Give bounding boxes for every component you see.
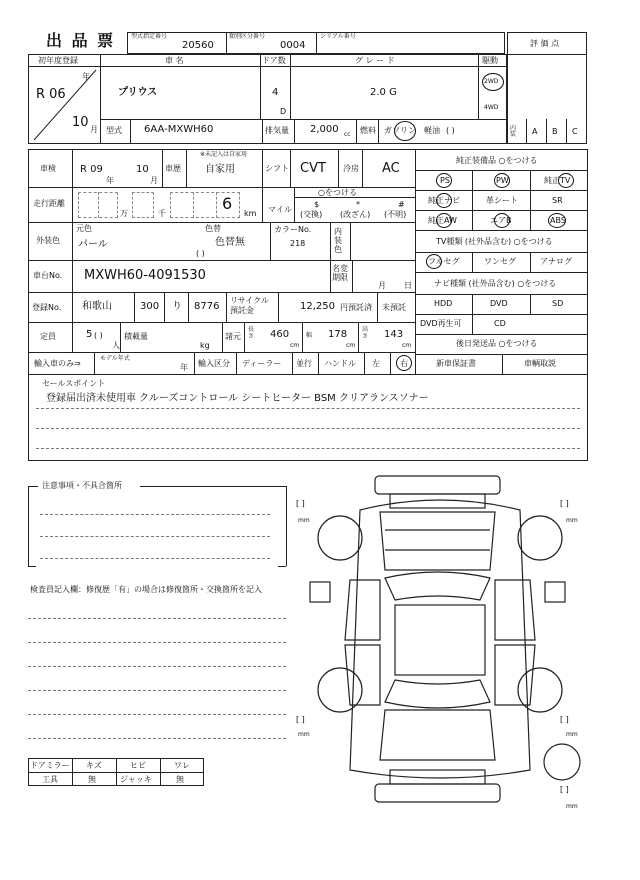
navi-cd: CD xyxy=(494,319,506,328)
chassis-number: MXWH60-4091530 xyxy=(84,268,206,283)
equipment-title: 純正装備品 ○をつける xyxy=(456,156,538,165)
later-shipping-title: 後日発送品 ○をつける xyxy=(456,339,538,348)
import-only-label: 輸入車のみ⇒ xyxy=(34,359,81,368)
original-color: パール xyxy=(78,239,108,250)
interior-color-label: 内装色 xyxy=(334,227,342,254)
car-name: プリウス xyxy=(118,87,158,98)
car-name-label: 車 名 xyxy=(165,56,184,65)
doors-value: 4 xyxy=(272,87,279,98)
import-type-label: 輸入区分 xyxy=(198,359,230,368)
first-reg-month: 10 xyxy=(72,115,89,130)
tv-analog: アナログ xyxy=(540,257,572,266)
new-car-warranty: 新車保証書 xyxy=(436,359,476,368)
rating-label: 評 価 点 xyxy=(530,39,560,48)
import-parallel: 並行 xyxy=(296,359,312,368)
drive-2wd: 2WD xyxy=(484,78,499,85)
navi-hdd: HDD xyxy=(434,299,453,308)
grade-value: 2.0 G xyxy=(370,87,397,98)
dvd-playable: DVD再生可 xyxy=(420,319,462,328)
capacity-label: 定員 xyxy=(40,332,56,341)
tv-type-title: TV種類 (社外品含む) ○をつける xyxy=(436,237,553,246)
capacity-value: 5 xyxy=(86,329,93,340)
recycle-amount: 12,250 xyxy=(300,301,335,312)
registration-kana: り xyxy=(172,301,182,312)
history-value: 自家用 xyxy=(205,164,235,175)
fuel-label: 燃料 xyxy=(360,126,376,135)
handle-right: 右 xyxy=(400,359,408,368)
navi-dvd: DVD xyxy=(490,299,508,308)
equip-navi: 純正ナビ xyxy=(428,196,460,205)
color-change: 色替無 xyxy=(215,237,245,248)
model-value: 6AA-MXWH60 xyxy=(144,124,214,135)
cooler-value: AC xyxy=(382,161,400,176)
equip-airbag: エアB xyxy=(490,216,512,225)
vehicle-manual: 車輌取説 xyxy=(524,359,556,368)
displacement-value: 2,000 xyxy=(310,124,339,135)
exchange-option: (交換) xyxy=(300,210,323,219)
shift-label: シフト xyxy=(265,164,289,173)
registration-class: 300 xyxy=(140,301,160,312)
type-number-label: 型式指定番号 xyxy=(131,33,168,40)
notes-label: 注意事項・不具合箇所 xyxy=(42,481,122,490)
load-label: 積載量 xyxy=(124,332,148,341)
navi-type-title: ナビ種類 (社外品含む) ○をつける xyxy=(434,279,557,288)
car-damage-diagram[interactable] xyxy=(290,470,610,810)
width-value: 178 xyxy=(328,329,348,340)
page-title: 出 品 票 xyxy=(46,31,116,50)
inspect-era: R 09 xyxy=(80,164,103,175)
color-label: 外装色 xyxy=(36,236,60,245)
type-number-value: 20560 xyxy=(182,40,214,51)
import-dealer: ディーラー xyxy=(242,359,282,368)
registration-number: 8776 xyxy=(194,301,220,312)
serial-number-label: シリアル番号 xyxy=(320,33,356,40)
displacement-label: 排気量 xyxy=(265,126,289,135)
equip-abs: ABS xyxy=(550,216,566,225)
inspect-label: 車検 xyxy=(40,164,56,173)
unknown-option: (不明) xyxy=(384,210,407,219)
sales-point-label: セールスポイント xyxy=(42,379,106,388)
drive-label: 駆動 xyxy=(482,56,498,65)
model-label: 型式 xyxy=(106,126,122,135)
handle-label: ハンドル xyxy=(324,359,356,368)
inspector-notes-label: 検査員記入欄：修復歴「有」の場合は修復箇所・交換箇所を記入 xyxy=(30,585,262,594)
drive-4wd: 4WD xyxy=(484,104,499,111)
fuel-gas: ガソリン xyxy=(384,126,416,135)
cooler-label: 冷房 xyxy=(343,164,359,173)
length-value: 460 xyxy=(270,329,290,340)
mileage-value: 6 xyxy=(222,194,233,213)
equip-sr: SR xyxy=(552,196,563,205)
equip-aw: 純正AW xyxy=(428,216,457,225)
height-value: 143 xyxy=(384,329,404,340)
mile-option: マイル xyxy=(268,205,292,214)
history-label: 車歴 xyxy=(165,164,181,173)
recycle-unpaid: 未預託 xyxy=(382,303,406,312)
navi-sd: SD xyxy=(552,299,564,308)
fuel-other: ( ) xyxy=(446,126,455,135)
fuel-diesel: 軽油 xyxy=(424,126,440,135)
grade-label: グ レ ー ド xyxy=(355,56,395,65)
class-number-label: 類別区分番号 xyxy=(229,33,266,40)
equip-tv: 純正TV xyxy=(544,176,571,185)
sales-point-text: 登録届出済未使用車 クルーズコントロール シートヒーター BSM クリアランスソナー xyxy=(46,393,429,404)
color-number: 218 xyxy=(290,239,306,248)
tv-fullseg: フルセグ xyxy=(428,257,460,266)
registration-label: 登録No. xyxy=(32,303,62,312)
first-reg-era: R 06 xyxy=(36,87,66,102)
shift-value: CVT xyxy=(300,161,326,176)
tampered-option: (改ざん) xyxy=(340,210,371,219)
doors-label: ドア数 xyxy=(262,56,286,65)
dims-label: 諸元 xyxy=(225,332,241,341)
class-number-value: 0004 xyxy=(280,40,306,51)
equip-ps: PS xyxy=(440,176,450,185)
tv-oneseg: ワンセグ xyxy=(484,257,516,266)
equip-pw: PW xyxy=(496,176,509,185)
interior-label: 内装 xyxy=(510,125,517,138)
mileage-label: 走行距離 xyxy=(33,199,65,208)
first-reg-label: 初年度登録 xyxy=(38,56,78,65)
inspect-month: 10 xyxy=(136,164,149,175)
equip-leather: 革シート xyxy=(486,196,518,205)
chassis-label: 車台No. xyxy=(33,271,63,280)
registration-region: 和歌山 xyxy=(82,301,112,312)
handle-left: 左 xyxy=(372,359,380,368)
